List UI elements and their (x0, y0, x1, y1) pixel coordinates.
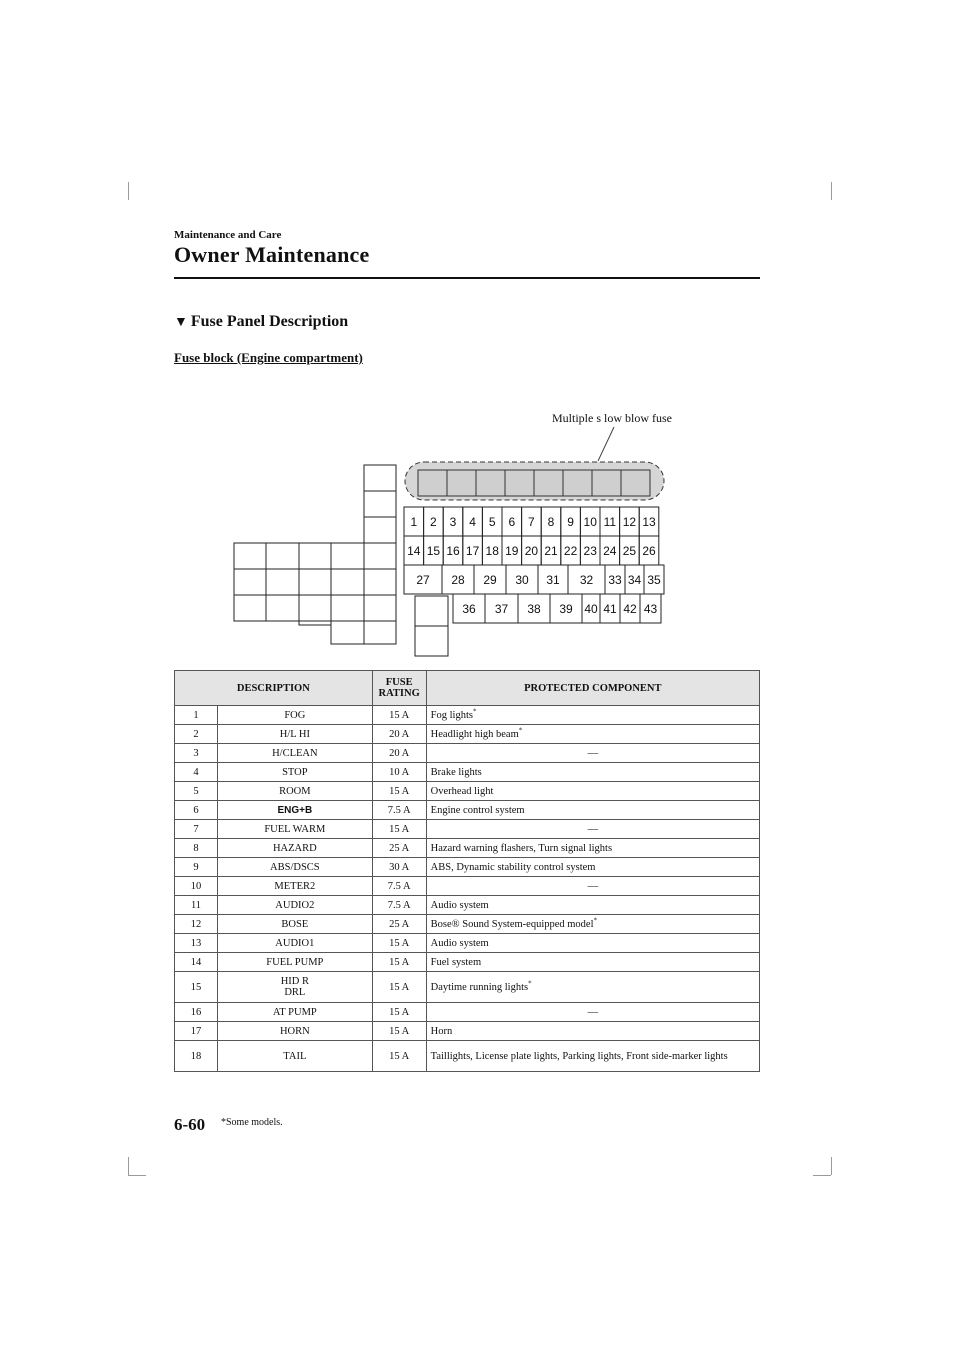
fuse-number: 9 (175, 858, 218, 877)
fuse-slot-label: 19 (505, 544, 519, 558)
slow-blow-fuse-cell (563, 470, 592, 496)
protected-component: Brake lights (426, 763, 759, 782)
footnote-marker: * (518, 726, 523, 734)
fuse-slot (600, 594, 620, 623)
fuse-slot-label: 13 (642, 515, 656, 529)
fuse-slot (453, 594, 485, 623)
fuse-slot-label: 31 (546, 573, 560, 587)
fuse-slot (541, 536, 561, 565)
page-number: 6-60 (174, 1115, 206, 1134)
fuse-slot-label: 34 (627, 573, 642, 587)
fuse-slot (463, 536, 483, 565)
subheading-text: Fuse Panel Description (190, 313, 349, 330)
fuse-description: FUEL WARM (218, 820, 373, 839)
protected-component: Hazard warning flashers, Turn signal lights (426, 839, 759, 858)
protected-component: — (426, 1003, 759, 1022)
page-title: Owner Maintenance (174, 242, 370, 267)
fuse-slot (502, 536, 522, 565)
table-row (175, 934, 760, 953)
table-row (175, 820, 760, 839)
relay-slot (364, 491, 396, 517)
header-description: DESCRIPTION (175, 671, 373, 706)
fuse-description: H/L HI (218, 725, 373, 744)
slow-blow-fuse-cell (447, 470, 476, 496)
fuse-slot (424, 507, 444, 536)
footnote-marker: * (593, 916, 598, 924)
protected-component: Daytime running lights* (426, 972, 759, 1003)
fuse-slot-label: 9 (567, 515, 574, 529)
protected-component: Engine control system (426, 801, 759, 820)
fuse-slot (485, 594, 518, 623)
fuse-rating: 15 A (372, 934, 426, 953)
fuse-description: ABS/DSCS (218, 858, 373, 877)
fuse-rating: 15 A (372, 1003, 426, 1022)
fuse-description: ENG+B (218, 801, 373, 820)
fuse-description: FUEL PUMP (218, 953, 373, 972)
fuse-number: 12 (175, 915, 218, 934)
fuse-slot-label: 37 (494, 602, 509, 616)
protected-component: Taillights, License plate lights, Parking lights, Front side-marker lights (426, 1041, 759, 1072)
fuse-slot-label: 5 (488, 515, 496, 529)
fuse-rating: 20 A (372, 744, 426, 763)
fuse-slot-label: 2 (430, 515, 437, 529)
fuse-slot-label: 6 (508, 515, 516, 529)
fuse-rating: 7.5 A (372, 877, 426, 896)
fuse-number: 13 (175, 934, 218, 953)
fuse-slot-label: 17 (465, 544, 480, 558)
fuse-number: 11 (175, 896, 218, 915)
fuse-description: HAZARD (218, 839, 373, 858)
fuse-number: 5 (175, 782, 218, 801)
fuse-number: 2 (175, 725, 218, 744)
fuse-slot (424, 536, 444, 565)
fuse-slot-label: 40 (584, 602, 598, 616)
fuse-slot (620, 536, 640, 565)
protected-component: Fuel system (426, 953, 759, 972)
table-row (175, 839, 760, 858)
fuse-slot (561, 507, 581, 536)
footnote-marker: * (472, 707, 477, 715)
fuse-slot (639, 507, 659, 536)
fuse-rating: 15 A (372, 706, 426, 725)
table-row (175, 706, 760, 725)
fuse-slot-label: 27 (416, 573, 430, 587)
fuse-slot (600, 507, 620, 536)
crop-mark (831, 182, 832, 200)
table-row (175, 896, 760, 915)
fuse-slot (605, 565, 625, 594)
fuse-description: METER2 (218, 877, 373, 896)
fuse-slot-label: 14 (407, 544, 421, 558)
fuse-slot (538, 565, 568, 594)
fuse-slot-label: 18 (485, 544, 499, 558)
fuse-slot (506, 565, 538, 594)
relay-slot (299, 595, 331, 625)
table-row (175, 763, 760, 782)
table-row (175, 744, 760, 763)
fuse-slot (482, 507, 502, 536)
slow-blow-fuse-cell (418, 470, 447, 496)
fuse-slot (463, 507, 483, 536)
table-row (175, 1041, 760, 1072)
protected-component: Audio system (426, 934, 759, 953)
relay-slot (364, 465, 396, 491)
protected-component: — (426, 820, 759, 839)
protected-component: Headlight high beam* (426, 725, 759, 744)
header-rating (372, 671, 426, 706)
triangle-down-icon: ▼ (174, 315, 188, 330)
fuse-slot (404, 507, 424, 536)
table-row (175, 915, 760, 934)
fuse-description: BOSE (218, 915, 373, 934)
fuse-slot-label: 8 (547, 515, 555, 529)
fuse-slot (550, 594, 582, 623)
fuse-slot-label: 15 (426, 544, 441, 558)
fuse-number: 7 (175, 820, 218, 839)
relay-block (234, 543, 396, 621)
fuse-slot (568, 565, 605, 594)
crop-mark (813, 1175, 831, 1176)
fuse-slot (443, 536, 463, 565)
subheading (174, 313, 348, 331)
fuse-slot-label: 4 (469, 515, 476, 529)
fuse-rating: 30 A (372, 858, 426, 877)
fuse-slot-label: 29 (483, 573, 497, 587)
section-label: Maintenance and Care (174, 229, 282, 241)
protected-component: Fog lights* (426, 706, 759, 725)
fuse-rating: 25 A (372, 915, 426, 934)
fuse-slot-label: 23 (583, 544, 597, 558)
table-row (175, 858, 760, 877)
fuse-slot (600, 536, 620, 565)
fuse-slot (620, 594, 640, 623)
relay-slot (331, 621, 396, 644)
fuse-slot (442, 565, 474, 594)
crop-mark (128, 1157, 129, 1175)
header-component: PROTECTED COMPONENT (426, 671, 759, 706)
fuse-description: TAIL (218, 1041, 373, 1072)
fuse-slot (522, 507, 542, 536)
fuse-number: 4 (175, 763, 218, 782)
fuse-grid (404, 507, 664, 623)
crop-mark (128, 182, 129, 200)
fuse-description: ROOM (218, 782, 373, 801)
fuse-slot-label: 39 (559, 602, 573, 616)
fuse-slot (443, 507, 463, 536)
slow-blow-fuse-cell (505, 470, 534, 496)
fuse-slot (522, 536, 542, 565)
table-row (175, 782, 760, 801)
table-row (175, 972, 760, 1003)
fuse-description: AT PUMP (218, 1003, 373, 1022)
fuse-rating: 25 A (372, 839, 426, 858)
fuse-slot (625, 565, 644, 594)
fuse-number: 3 (175, 744, 218, 763)
table-row (175, 953, 760, 972)
footnote-marker: * (528, 979, 532, 987)
fuse-slot (404, 565, 442, 594)
fuse-rating: 15 A (372, 1041, 426, 1072)
fuse-slot (541, 507, 561, 536)
fuse-slot (620, 507, 640, 536)
fuse-slot-label: 28 (451, 573, 465, 587)
fuse-rating: 10 A (372, 763, 426, 782)
fuse-slot-label: 30 (515, 573, 529, 587)
fuse-table (174, 670, 760, 1072)
fuse-number: 8 (175, 839, 218, 858)
fuse-slot (580, 536, 600, 565)
relay-slot (415, 596, 448, 656)
header-rating-text: FUSE RATING (378, 677, 420, 699)
fuse-slot (482, 536, 502, 565)
fuse-slot-label: 26 (642, 544, 656, 558)
fuse-slot (474, 565, 506, 594)
fuse-description: HORN (218, 1022, 373, 1041)
crop-mark (128, 1175, 146, 1176)
fuse-slot-label: 21 (544, 544, 558, 558)
fuse-rating: 15 A (372, 972, 426, 1003)
fuse-slot-label: 38 (527, 602, 541, 616)
diagram-callout: Multiple s low blow fuse (552, 411, 672, 425)
table-row (175, 1022, 760, 1041)
table-row (175, 725, 760, 744)
fuse-number: 14 (175, 953, 218, 972)
fuse-rating: 15 A (372, 782, 426, 801)
fuse-slot (582, 594, 600, 623)
fuse-slot-label: 12 (622, 515, 637, 529)
crop-mark (831, 1157, 832, 1175)
slow-blow-fuse-cell (592, 470, 621, 496)
protected-component: Audio system (426, 896, 759, 915)
fuse-slot-label: 43 (643, 602, 658, 616)
fuse-slot-label: 41 (603, 602, 617, 616)
slow-blow-fuse-cell (476, 470, 505, 496)
fuse-number: 1 (175, 706, 218, 725)
fuse-rating: 7.5 A (372, 896, 426, 915)
fuse-slot (518, 594, 550, 623)
fuse-slot-label: 1 (410, 515, 418, 529)
fuse-slot-label: 10 (583, 515, 597, 529)
fuse-number: 15 (175, 972, 218, 1003)
table-row (175, 1003, 760, 1022)
table-row (175, 877, 760, 896)
fuse-slot-label: 16 (446, 544, 460, 558)
fuse-number: 16 (175, 1003, 218, 1022)
relay-slot (364, 517, 396, 543)
table-header-row (175, 671, 760, 706)
fuse-number: 10 (175, 877, 218, 896)
fuse-slot-label: 24 (603, 544, 617, 558)
protected-component: Horn (426, 1022, 759, 1041)
fuse-description: FOG (218, 706, 373, 725)
footnote: *Some models. (221, 1117, 283, 1128)
fuse-slot-label: 33 (608, 573, 622, 587)
fuse-number: 6 (175, 801, 218, 820)
fuse-slot (639, 536, 659, 565)
fuse-slot (580, 507, 600, 536)
fuse-description: STOP (218, 763, 373, 782)
multiple-fuse-cells (418, 470, 650, 496)
fuse-number: 18 (175, 1041, 218, 1072)
fuse-block-title: Fuse block (Engine compartment) (174, 350, 363, 365)
protected-component: Overhead light (426, 782, 759, 801)
fuse-description: AUDIO2 (218, 896, 373, 915)
fuse-number: 17 (175, 1022, 218, 1041)
fuse-slot (404, 536, 424, 565)
fuse-slot (640, 594, 661, 623)
fuse-rating: 15 A (372, 820, 426, 839)
fuse-slot (502, 507, 522, 536)
fuse-rating: 20 A (372, 725, 426, 744)
protected-component: — (426, 744, 759, 763)
fuse-slot-label: 35 (647, 573, 661, 587)
table-row (175, 801, 760, 820)
fuse-description: H/CLEAN (218, 744, 373, 763)
title-rule (174, 277, 760, 279)
fuse-rating: 7.5 A (372, 801, 426, 820)
fuse-slot (561, 536, 581, 565)
fuse-slot-label: 32 (579, 573, 594, 587)
protected-component: Bose® Sound System-equipped model* (426, 915, 759, 934)
slow-blow-fuse-cell (621, 470, 650, 496)
protected-component: ABS, Dynamic stability control system (426, 858, 759, 877)
fuse-slot (644, 565, 664, 594)
fuse-slot-label: 7 (528, 515, 535, 529)
fuse-slot-label: 36 (462, 602, 476, 616)
fuse-slot-label: 25 (622, 544, 637, 558)
fuse-rating: 15 A (372, 953, 426, 972)
fuse-slot-label: 22 (563, 544, 578, 558)
slow-blow-fuse-cell (534, 470, 563, 496)
fuse-slot-label: 20 (524, 544, 539, 558)
fuse-rating: 15 A (372, 1022, 426, 1041)
fuse-slot-label: 3 (449, 515, 457, 529)
protected-component: — (426, 877, 759, 896)
fuse-slot-label: 11 (603, 515, 617, 529)
fuse-slot-label: 42 (623, 602, 637, 616)
fuse-description: HID R DRL (218, 972, 373, 1003)
fuse-description: AUDIO1 (218, 934, 373, 953)
